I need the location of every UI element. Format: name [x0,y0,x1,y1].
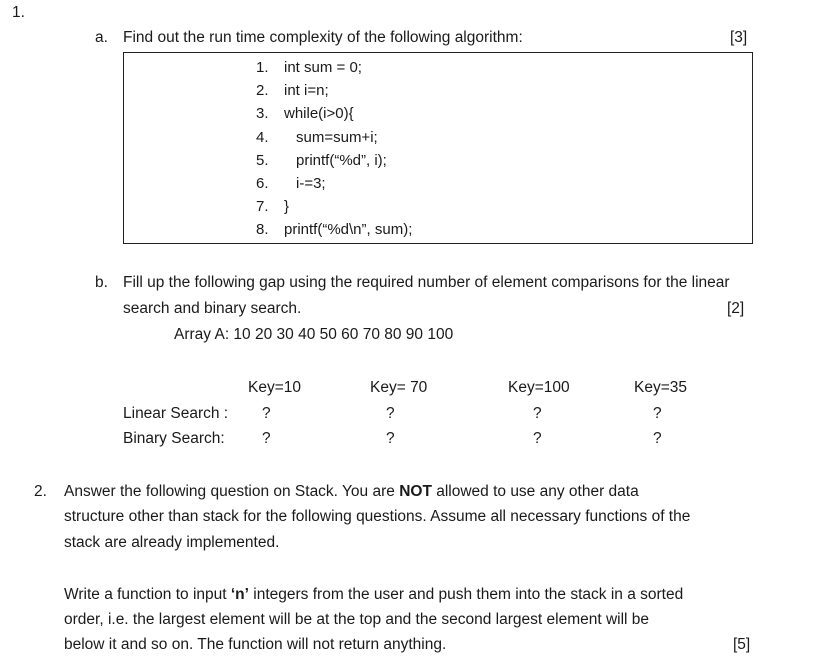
q2-para1-line1: Answer the following question on Stack. You are NOT allowed to use any other data [64,483,639,500]
binary-search-label: Binary Search: [123,430,225,447]
code-line-text: i-=3; [296,175,326,192]
part-a-label: a. [95,29,108,46]
part-b-question-line1: Fill up the following gap using the required number of element comparisons for the linear [123,274,730,291]
code-line-number: 5. [256,151,269,169]
q2-para1-line2: structure other than stack for the following questions. Assume all necessary functions of the [64,508,691,525]
part-a-question: Find out the run time complexity of the following algorithm: [123,29,523,46]
code-line-text: int i=n; [284,82,329,100]
answer-blank: ? [533,430,542,447]
q2-para2-line1: Write a function to input ‘n’ integers from the user and push them into the stack in a sorted [64,586,684,603]
key-header: Key=100 [508,379,570,396]
code-line-number: 1. [256,59,269,76]
answer-blank: ? [653,430,662,447]
q2-para2-line3: below it and so on. The function will not return anything. [64,636,447,653]
code-line-number: 8. [256,221,269,239]
answer-blank: ? [386,430,395,447]
linear-search-label: Linear Search : [123,405,229,422]
answer-blank: ? [386,405,395,422]
answer-blank: ? [262,430,271,447]
code-line-text: } [284,198,290,216]
array-values: Array A: 10 20 30 40 50 60 70 80 90 100 [174,326,454,343]
code-line-number: 2. [256,82,269,100]
part-b-label: b. [95,274,108,291]
code-line-text: printf(“%d\n”, sum); [284,221,413,239]
code-line-text: int sum = 0; [284,59,362,76]
code-line-number: 7. [256,198,269,216]
question-number: 1. [12,4,25,21]
code-line-number: 6. [256,175,269,192]
answer-blank: ? [533,405,542,422]
key-header: Key=35 [634,379,688,396]
code-line-text: sum=sum+i; [296,128,378,146]
question-number: 2. [34,483,47,500]
code-line-text: printf(“%d”, i); [296,151,387,169]
code-line-number: 3. [256,105,269,123]
code-line-number: 4. [256,128,269,146]
q2-para2-line2: order, i.e. the largest element will be at the top and the second largest element will be [64,611,650,628]
part-b-marks: [2] [727,300,745,317]
code-box [123,52,753,244]
answer-blank: ? [653,405,662,422]
code-line-text: while(i>0){ [284,105,354,123]
answer-blank: ? [262,405,271,422]
q2-para1-line3: stack are already implemented. [64,534,280,551]
key-header: Key= 70 [370,379,428,396]
key-header: Key=10 [248,379,302,396]
part-a-marks: [3] [730,29,748,46]
q2-marks: [5] [733,636,751,653]
part-b-question-line2: search and binary search. [123,300,302,317]
